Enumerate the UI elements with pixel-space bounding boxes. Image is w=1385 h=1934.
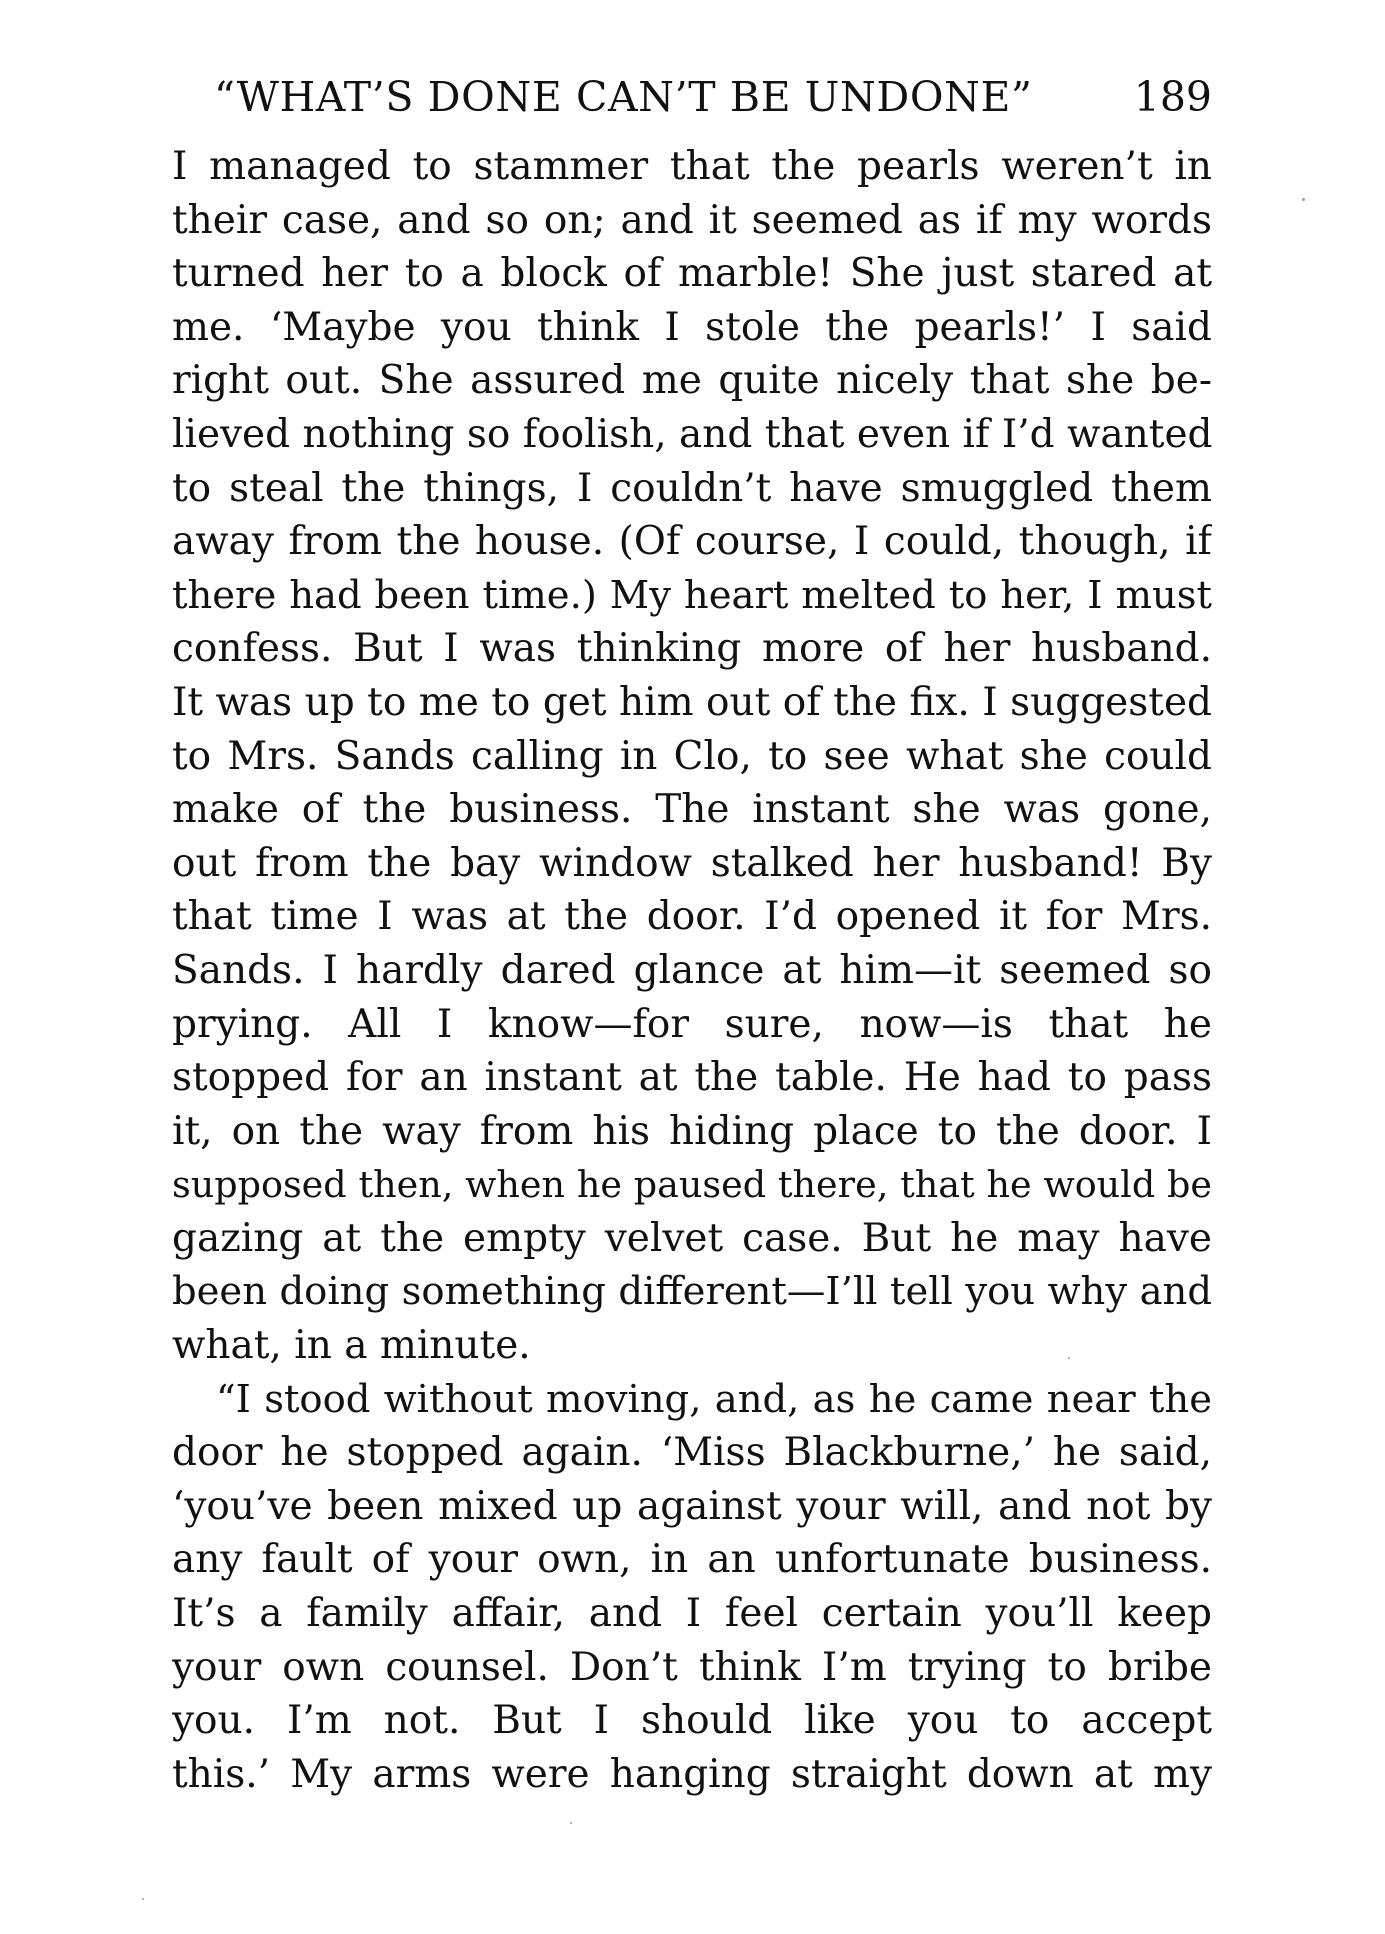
text-line: supposed then, when he paused there, that he would be (172, 1163, 1212, 1207)
text-line: Sands. I hardly dared glance at him—it seemed so (172, 947, 1212, 993)
text-line: this.’ My arms were hanging straight down at my (172, 1751, 1212, 1797)
text-line: there had been time.) My heart melted to her, I must (172, 572, 1212, 618)
text-line: that time I was at the door. I’d opened it for Mrs. (172, 894, 1212, 940)
text-line: stopped for an instant at the table. He had to pass (172, 1055, 1212, 1101)
body-text (172, 140, 1212, 1801)
text-line: “I stood without moving, and, as he came near the (216, 1376, 1212, 1422)
text-line: it, on the way from his hiding place to the door. I (172, 1108, 1212, 1154)
text-line: away from the house. (Of course, I could, though, if (172, 519, 1212, 565)
text-line: It was up to me to get him out of the fix. I suggested (172, 679, 1212, 725)
text-line: me. ‘Maybe you think I stole the pearls!’ I said (172, 304, 1212, 350)
text-line: what, in a minute. (172, 1323, 531, 1369)
text-line: you. I’m not. But I should like you to accept (172, 1698, 1212, 1744)
text-line: your own counsel. Don’t think I’m trying to bribe (172, 1644, 1212, 1690)
text-line: any fault of your own, in an unfortunate business. (172, 1537, 1212, 1583)
page-number: 189 (1133, 73, 1212, 121)
text-line: out from the bay window stalked her husband! By (172, 840, 1212, 886)
running-head (172, 62, 1212, 132)
text-line: It’s a family affair, and I feel certain you’ll keep (172, 1591, 1212, 1637)
text-line: to Mrs. Sands calling in Clo, to see what she could (172, 733, 1212, 779)
text-line: ‘you’ve been mixed up against your will, and not by (172, 1483, 1212, 1529)
text-line: prying. All I know—for sure, now—is that he (172, 1001, 1212, 1047)
text-line: lieved nothing so foolish, and that even if I’d wanted (172, 411, 1212, 457)
text-line: door he stopped again. ‘Miss Blackburne,’ he said, (172, 1430, 1212, 1476)
text-line: I managed to stammer that the pearls weren’t in (172, 144, 1212, 189)
chapter-title: “WHAT’S DONE CAN’T BE UNDONE” (214, 73, 1033, 121)
text-line: make of the business. The instant she was gone, (172, 787, 1212, 833)
scan-speck (570, 1822, 572, 1824)
text-line: gazing at the empty velvet case. But he may have (172, 1215, 1212, 1261)
scan-speck (1302, 198, 1305, 201)
scan-speck (1068, 1357, 1070, 1359)
text-line: right out. She assured me quite nicely that she be- (172, 358, 1212, 404)
text-line: confess. But I was thinking more of her husband. (172, 626, 1212, 672)
text-line: turned her to a block of marble! She just stared at (172, 251, 1212, 297)
text-line: their case, and so on; and it seemed as if my words (172, 197, 1212, 243)
scan-speck (142, 1898, 144, 1900)
text-line: been doing something different—I’ll tell you why and (172, 1269, 1212, 1315)
text-line: to steal the things, I couldn’t have smuggled them (172, 465, 1212, 511)
